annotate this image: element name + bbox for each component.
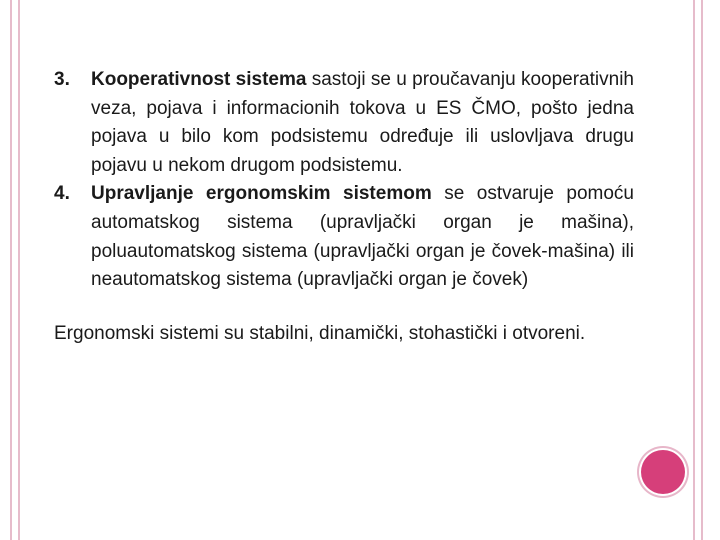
right-border-line-outer bbox=[701, 0, 703, 540]
item-text bbox=[91, 180, 634, 294]
item-number: 4. bbox=[54, 183, 70, 205]
item-number: 3. bbox=[54, 69, 70, 90]
closing-paragraph: Ergonomski sistemi su stabilni, dinamički, stohastički i otvoreni. bbox=[54, 322, 586, 344]
right-border-line-inner bbox=[693, 0, 695, 540]
item-term: Upravljanje ergonomskim sistemom bbox=[91, 183, 432, 205]
left-border-line-inner bbox=[18, 0, 20, 540]
list-item bbox=[54, 66, 634, 180]
item-description: se ostvaruje pomoću automatskog sistema (upravljački organ je mašina), poluautomatskog sistema (upravljački organ je čovek-mašina) ili neautomatskog sistema (upravljački organ je čovek) bbox=[91, 183, 635, 291]
slide-content bbox=[54, 66, 634, 367]
item-description: sastoji se u proučavanju kooperativnih veza, pojava i informacionih tokova u ES ČMO, pošto jedna pojava u bilo kom podsistemu određuje ili uslovljava drugu pojavu u nekom drugom podsistemu. bbox=[91, 69, 634, 176]
left-border-line-outer bbox=[10, 0, 12, 540]
list-item bbox=[54, 180, 634, 294]
decorative-circle bbox=[641, 450, 685, 494]
item-text bbox=[91, 66, 634, 180]
item-term: Kooperativnost sistema bbox=[91, 69, 307, 90]
